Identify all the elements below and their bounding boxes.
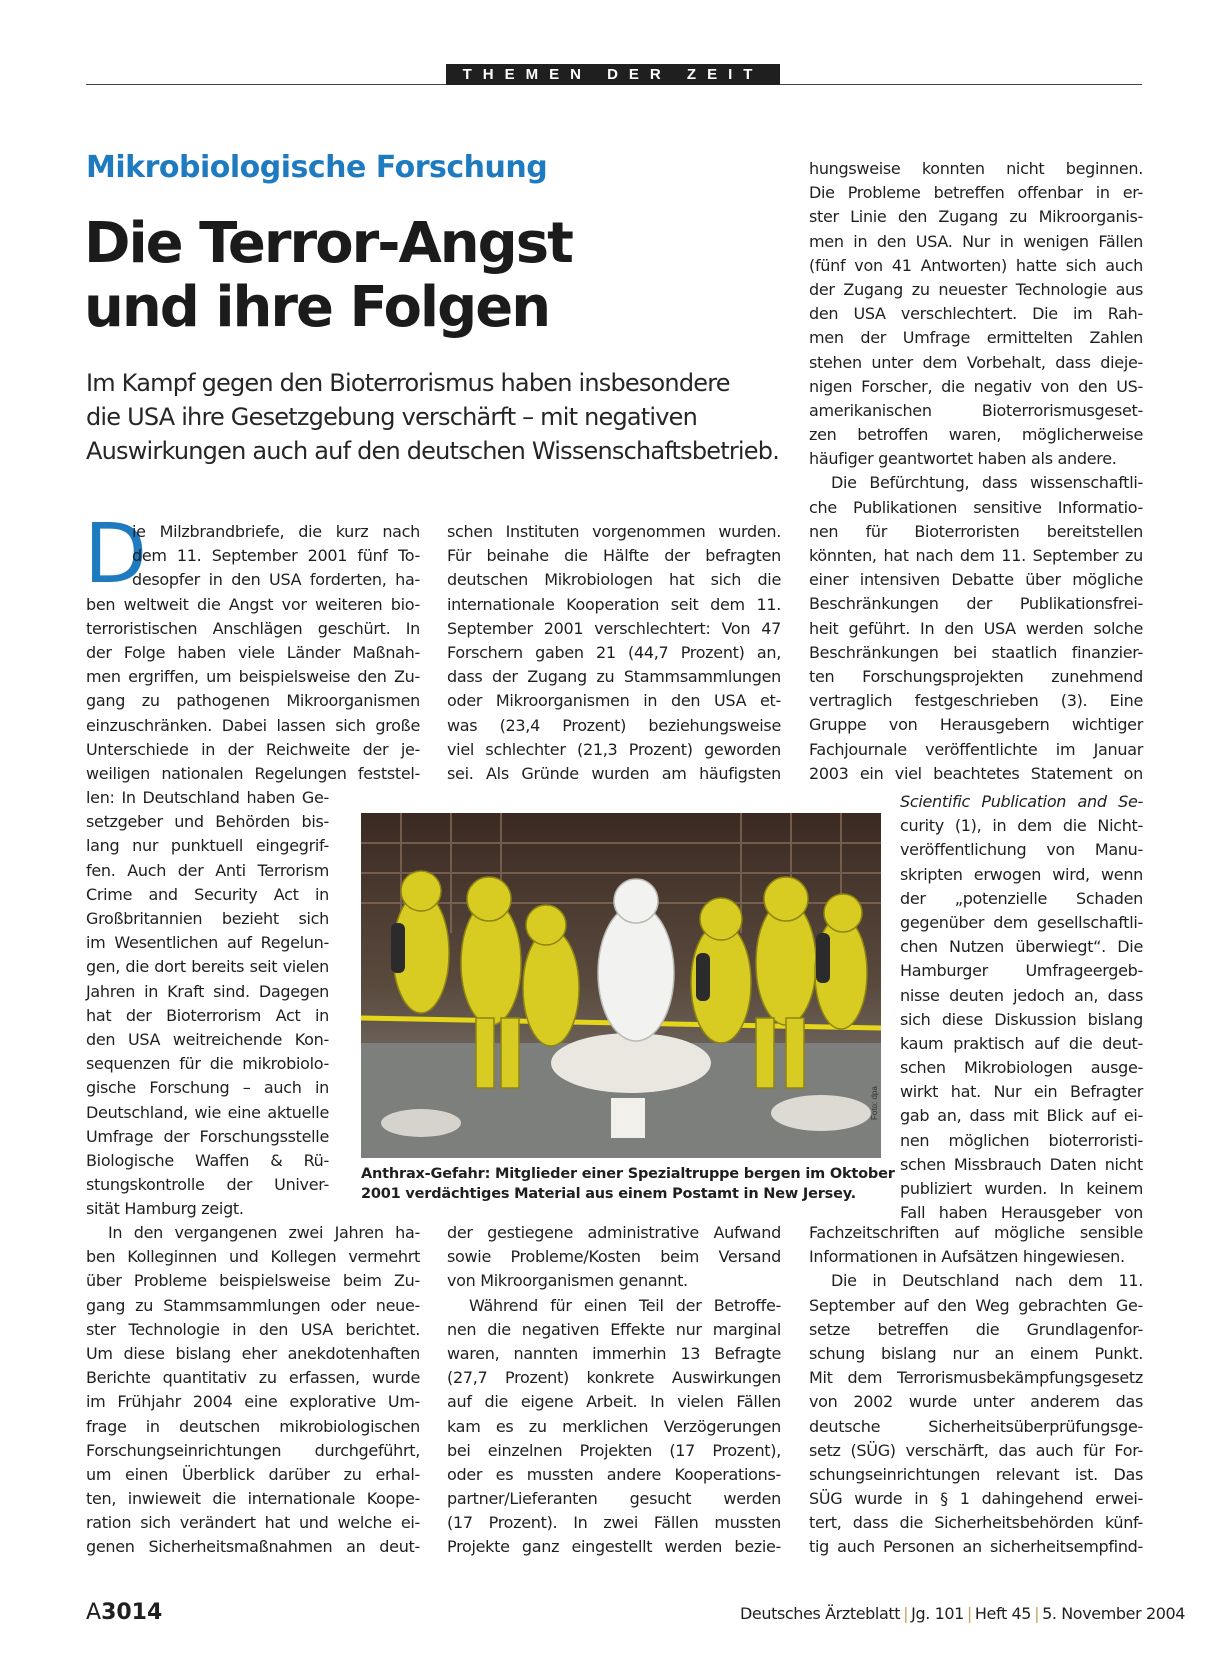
text-line: men in den USA. Nur in wenigen Fällen — [809, 231, 1143, 251]
text-line: deutsche Sicherheitsüberprüfungsge- — [809, 1416, 1143, 1436]
separator: | — [1034, 1604, 1040, 1623]
text-line: Fachjournale veröffentlichte im Januar — [809, 739, 1143, 759]
column-2-bottom — [447, 1221, 781, 1560]
text-line: September 2001 verschlechtert: Von 47 — [447, 618, 781, 638]
text-line: der Folge haben viele Länder Maßnah- — [86, 642, 420, 662]
text-line: gische Forschung – auch in — [86, 1078, 329, 1098]
text-line: schungseinrichtungen relevant ist. Das — [809, 1464, 1143, 1484]
text-line: veröffentlichung von Manu- — [900, 840, 1143, 860]
text-line: sei. Als Gründe wurden am häufigsten — [447, 763, 781, 783]
text-line: dass der Zugang zu Stammsammlungen — [447, 667, 781, 687]
text-line: chen Nutzen überwiegt“. Die — [900, 937, 1143, 957]
volume: Jg. 101 — [911, 1604, 964, 1623]
text-line: setze betreffen die Grundlagenfor- — [809, 1319, 1143, 1339]
text-line: der „potenzielle Schaden — [900, 888, 1143, 908]
text-line: was (23,4 Prozent) beziehungsweise — [447, 715, 781, 735]
text-line: im Frühjahr 2004 eine explorative Um- — [86, 1392, 420, 1412]
text-line: tig auch Personen an sicherheitsempfind- — [809, 1537, 1143, 1557]
text-line: (fünf von 41 Antworten) hatte sich auch — [809, 255, 1143, 275]
text-line: tert, dass die Sicherheitsbehörden künf- — [809, 1513, 1143, 1533]
text-line: 2003 ein viel beachtetes Statement on — [809, 763, 1143, 783]
text-line: von 2002 wurde unter anderem das — [809, 1392, 1143, 1412]
text-line: sequenzen für die mikrobiolo- — [86, 1054, 329, 1074]
text-line: schen Missbrauch Daten nicht — [900, 1154, 1143, 1174]
lead-line: die USA ihre Gesetzgebung verschärft – mit negativen — [86, 403, 698, 431]
text-line: kam es zu merklichen Verzögerungen — [447, 1416, 781, 1436]
text-line: kaum praktisch auf die deut- — [900, 1033, 1143, 1053]
kicker: Mikrobiologische Forschung — [86, 150, 548, 185]
text-line: Jahren in Kraft sind. Dagegen — [86, 981, 329, 1001]
text-line: Berichte quantitativ zu erfassen, wurde — [86, 1368, 420, 1388]
lead-line: Im Kampf gegen den Bioterrorismus haben insbesondere — [86, 369, 730, 397]
text-line: Um diese bislang eher anekdotenhaften — [86, 1343, 420, 1363]
text-line: Informationen in Aufsätzen hingewiesen. — [809, 1247, 1125, 1267]
lead-line: Auswirkungen auch auf den deutschen Wissenschaftsbetrieb. — [86, 437, 780, 465]
text-line: sich diese Diskussion bislang — [900, 1009, 1143, 1029]
text-line: häufiger geantwortet haben als andere. — [809, 449, 1117, 469]
text-line: Forschern gaben 21 (44,7 Prozent) an, — [447, 642, 781, 662]
text-line: Die in Deutschland nach dem 11. — [831, 1271, 1143, 1291]
text-line: heit geführt. In den USA werden solche — [809, 618, 1143, 638]
text-line: September auf den Weg gebrachten Ge- — [809, 1295, 1143, 1315]
text-line: Biologische Waffen & Rü- — [86, 1150, 329, 1170]
text-line: SÜG wurde in § 1 dahingehend erwei- — [809, 1489, 1143, 1509]
column-2-top — [447, 520, 781, 786]
text-line: hat der Bioterrorism Act in — [86, 1005, 329, 1025]
text-line: der gestiegene administrative Aufwand — [447, 1223, 781, 1242]
text-line: setzgeber und Behörden bis- — [86, 812, 329, 832]
news-photo — [361, 813, 881, 1158]
text-line: skripten erwogen wird, wenn — [900, 864, 1143, 884]
text-line: Unterschiede in der Reichweite der je- — [86, 739, 420, 759]
text-line: schen Mikrobiologen ausge- — [900, 1058, 1143, 1078]
text-line: gab an, dass mit Blick auf ei- — [900, 1106, 1143, 1126]
text-line: von Mikroorganismen genannt. — [447, 1271, 688, 1291]
text-line: sowie Probleme/Kosten beim Versand — [447, 1247, 781, 1267]
text-line: Crime and Security Act in — [86, 884, 329, 904]
text-line: einzuschränken. Dabei lassen sich große — [86, 715, 420, 735]
text-line: len: In Deutschland haben Ge- — [86, 788, 329, 808]
text-line: sität Hamburg zeigt. — [86, 1199, 244, 1219]
headline-line: Die Terror-Angst — [84, 211, 572, 276]
text-line: ben Kolleginnen und Kollegen vermehrt — [86, 1247, 420, 1267]
text-line: curity (1), in dem die Nicht- — [900, 816, 1143, 836]
page-prefix: A — [86, 1600, 102, 1625]
column-3-bottom — [809, 1221, 1143, 1560]
text-line: könnten, hat nach dem 11. September zu — [809, 546, 1143, 565]
text-line: terroristischen Anschlägen geschürt. In — [86, 618, 420, 638]
text-line: Fachzeitschriften auf mögliche sensible — [809, 1223, 1143, 1242]
text-line: nen für Bioterroristen bereitstellen — [809, 521, 1143, 541]
text-line: Beschränkungen der Publikationsfrei- — [809, 594, 1143, 614]
text-line: che Publikationen sensitive Informatio- — [809, 497, 1143, 517]
section-label: THEMEN DER ZEIT — [446, 64, 780, 85]
text-line: Die Probleme betreffen offenbar in er- — [809, 183, 1143, 203]
text-line: gen, die dort bereits seit vielen — [86, 957, 329, 977]
text-line: bei einzelnen Projekten (17 Prozent), — [447, 1440, 781, 1460]
column-3-narrow — [900, 790, 1143, 1225]
text-line: Umfrage der Forschungsstelle — [86, 1126, 329, 1146]
caption-line: Anthrax-Gefahr: Mitglieder einer Spezialtruppe bergen im Oktober — [361, 1166, 895, 1182]
text-line: den USA weitreichende Kon- — [86, 1029, 329, 1049]
page-number — [86, 1600, 162, 1625]
text-line: genen Sicherheitsmaßnahmen an deut- — [86, 1537, 420, 1557]
text-line: Deutschland, wie eine aktuelle — [86, 1102, 329, 1122]
text-line: Großbritannien bezieht sich — [86, 909, 329, 928]
page-number-value: 3014 — [101, 1600, 163, 1625]
text-line: ster Technologie in den USA berichtet. — [86, 1319, 420, 1339]
text-line: (27,7 Prozent) konkrete Auswirkungen — [447, 1368, 781, 1388]
text-line: der Zugang zu neuester Technologie aus — [809, 279, 1143, 299]
drop-cap: D — [84, 507, 148, 602]
text-line: den USA verschlechtert. Die im Rah- — [809, 304, 1143, 324]
column-3-top — [809, 157, 1143, 786]
text-line: ben weltweit die Angst vor weiteren bio- — [86, 594, 420, 614]
text-line: Gruppe von Herausgebern wichtiger — [809, 715, 1143, 735]
text-line: ration sich verändert hat und welche ei- — [86, 1513, 420, 1533]
text-line: Fall haben Herausgeber von — [900, 1203, 1143, 1223]
text-line: men der Umfrage ermittelten Zahlen — [809, 328, 1143, 348]
text-line: ie Milzbrandbriefe, die kurz nach — [132, 522, 420, 541]
text-line: schung bislang nur an einem Punkt. — [809, 1343, 1143, 1363]
text-line: nen die negativen Effekte nur marginal — [447, 1319, 781, 1339]
text-line: fen. Auch der Anti Terrorism — [86, 860, 329, 880]
text-line: zen betroffen waren, möglicherweise — [809, 425, 1143, 445]
text-line: viel schlechter (21,3 Prozent) geworden — [447, 739, 781, 759]
text-line: auf die eigene Arbeit. In vielen Fällen — [447, 1392, 781, 1412]
text-line: partner/Lieferanten gesucht werden — [447, 1489, 781, 1509]
text-line: internationale Kooperation seit dem 11. — [447, 594, 781, 614]
text-line: oder Mikroorganismen in den USA et- — [447, 691, 781, 711]
text-line: gang zu Stammsammlungen oder neue- — [86, 1295, 420, 1315]
text-line: setz (SÜG) verschärft, das auch für For- — [809, 1440, 1143, 1460]
text-line: um einen Überblick darüber zu erhal- — [86, 1464, 420, 1484]
lead-paragraph — [86, 366, 780, 468]
text-line: Scientific Publication and Se- — [900, 792, 1143, 811]
text-line: weiligen nationalen Regelungen feststel- — [86, 763, 420, 783]
text-line: Während für einen Teil der Betroffe- — [469, 1295, 781, 1315]
caption-line: 2001 verdächtiges Material aus einem Postamt in New Jersey. — [361, 1186, 856, 1202]
date: 5. November 2004 — [1042, 1604, 1186, 1623]
text-line: Beschränkungen bei staatlich finanzier- — [809, 642, 1143, 662]
text-line: desopfer in den USA forderten, ha- — [132, 570, 420, 590]
text-line: Hamburger Umfrageergeb- — [900, 961, 1143, 981]
text-line: stehen unter dem Vorbehalt, dass dieje- — [809, 352, 1143, 372]
issue: Heft 45 — [974, 1604, 1032, 1623]
text-line: lang nur punktuell eingegrif- — [86, 836, 329, 856]
text-line: stungskontrolle der Univer- — [86, 1175, 329, 1195]
separator: | — [966, 1604, 972, 1623]
text-line: frage in deutschen mikrobiologischen — [86, 1416, 420, 1436]
text-line: (17 Prozent). In zwei Fällen mussten — [447, 1513, 781, 1533]
text-line: nen möglichen bioterroristi- — [900, 1130, 1143, 1150]
text-line: Forschungseinrichtungen durchgeführt, — [86, 1440, 420, 1460]
text-line: waren, nannten immerhin 13 Befragte — [447, 1343, 781, 1363]
text-line: Projekte ganz eingestellt werden bezie- — [447, 1537, 781, 1557]
text-line: ster Linie den Zugang zu Mikroorganis- — [809, 207, 1143, 227]
text-line: Für beinahe die Hälfte der befragten — [447, 546, 781, 566]
text-line: wirkt hat. Nur ein Befragter — [900, 1082, 1143, 1102]
text-line: deutschen Mikrobiologen hat sich die — [447, 570, 781, 590]
headline-line: und ihre Folgen — [84, 275, 550, 340]
text-line: vertraglich festgeschrieben (3). Eine — [809, 691, 1143, 711]
text-line: oder es mussten andere Kooperations- — [447, 1464, 781, 1484]
photo-credit: Foto: dpa — [870, 1086, 879, 1120]
text-line: dem 11. September 2001 fünf To- — [132, 546, 420, 566]
text-line: Die Befürchtung, dass wissenschaftli- — [831, 473, 1143, 493]
text-line: nisse deuten jedoch an, dass — [900, 985, 1143, 1005]
separator: | — [903, 1604, 909, 1623]
text-line: ten Forschungsprojekten zunehmend — [809, 666, 1143, 686]
headline — [84, 212, 734, 340]
text-line: über Probleme beispielsweise beim Zu- — [86, 1271, 420, 1291]
journal-name: Deutsches Ärzteblatt — [740, 1604, 901, 1623]
text-line: hungsweise konnten nicht beginnen. — [809, 159, 1143, 178]
text-line: im Wesentlichen auf Regelun- — [86, 933, 329, 953]
text-line: amerikanischen Bioterrorismusgeset- — [809, 400, 1143, 420]
text-line: schen Instituten vorgenommen wurden. — [447, 522, 781, 541]
footer-citation — [740, 1604, 1186, 1623]
text-line: ten, inwieweit die internationale Koope- — [86, 1489, 420, 1509]
text-line: men ergriffen, um beispielsweise den Zu- — [86, 667, 420, 687]
photo-caption — [361, 1164, 895, 1204]
text-line: gang zu pathogenen Mikroorganismen — [86, 691, 420, 711]
text-line: publiziert wurden. In keinem — [900, 1179, 1143, 1198]
text-line: einer intensiven Debatte über mögliche — [809, 570, 1143, 590]
text-line: nigen Forscher, die negativ von den US- — [809, 376, 1143, 396]
text-line: Mit dem Terrorismusbekämpfungsgesetz — [809, 1368, 1143, 1388]
text-line: In den vergangenen zwei Jahren ha- — [108, 1223, 420, 1242]
column-1-bottom — [86, 1221, 420, 1560]
text-line: gegenüber dem gesellschaftli- — [900, 912, 1143, 932]
